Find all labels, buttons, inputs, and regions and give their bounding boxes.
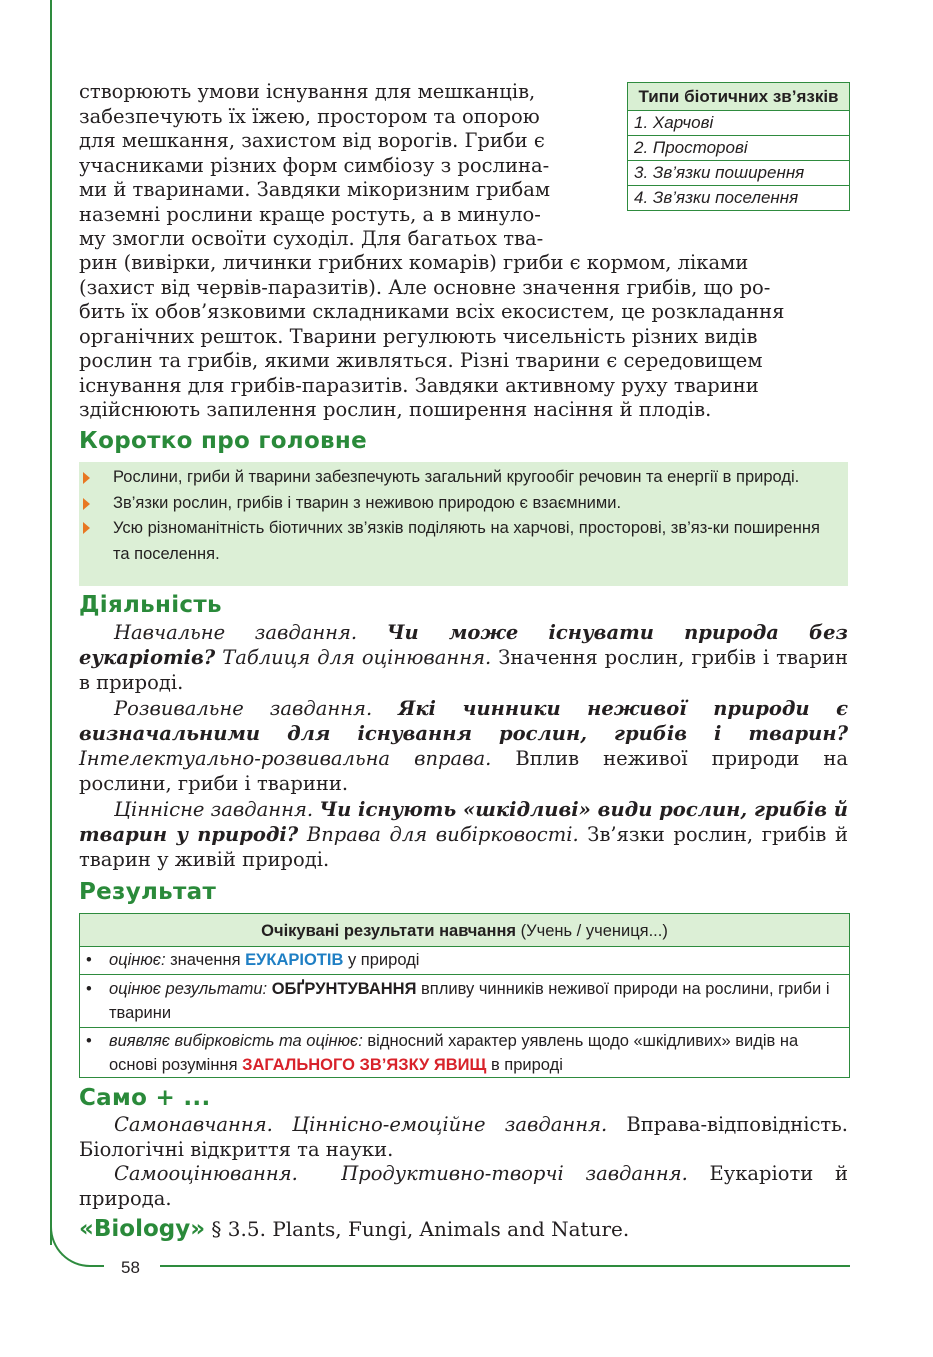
task-exercise: Інтелектуально-розвивальна вправа. (79, 747, 492, 770)
results-row (80, 974, 849, 1027)
biotic-type-row: 3. Зв’язки поширення (628, 160, 849, 185)
task-question: Чи існують «шкідливі» види рослин, грибів й тварин у природі? (79, 798, 848, 846)
biology-reference (79, 1216, 629, 1242)
result-verb: оцінює результати: (109, 980, 268, 998)
intro-line: (захист від червів-паразитів). Але основне значення грибів, що ро- (79, 275, 771, 299)
summary-item (79, 462, 848, 489)
self-p2-italic: Самооцінювання. Продуктивно-творчі завдання. (114, 1162, 688, 1185)
results-row (80, 1027, 849, 1077)
intro-line: ми й тваринами. Завдяки мікоризним грибам (79, 178, 551, 201)
summary-box (79, 462, 848, 586)
frame-bottom-line (160, 1265, 850, 1267)
summary-item (79, 492, 848, 515)
results-title-bold: Очікувані результати навчання (261, 922, 517, 940)
intro-line: існування для грибів-паразитів. Завдяки активному руху тварини (79, 373, 759, 397)
self-p2-rest: Еукаріоти й природа. (79, 1162, 848, 1210)
results-row (80, 947, 849, 974)
bullet-dot-icon: • (86, 1032, 92, 1050)
result-verb: оцінює: (109, 951, 166, 969)
intro-line: органічних решток. Тварини регулюють чисельність різних видів (79, 324, 758, 348)
task-label: Розвивальне завдання. (114, 697, 373, 720)
intro-line: рин (вивірки, личинки грибних комарів) гриби є кормом, ліками (79, 251, 749, 274)
result-after: у природі (343, 951, 420, 969)
biotic-types-table (627, 82, 850, 211)
intro-line: учасниками різних форм симбіозу з рослина- (79, 153, 550, 177)
biotic-type-row: 4. Зв’язки поселення (628, 185, 849, 210)
intro-line: бить їх обов’язковими складниками всіх екосистем, це розкладання (79, 300, 785, 323)
frame-left-line (50, 0, 52, 1245)
page-number: 58 (121, 1258, 140, 1277)
arrow-bullet-icon (83, 472, 90, 484)
result-after: впливу чинників неживої природи на рослини, гриби і тварини (109, 980, 830, 1022)
activity-heading: Діяльність (79, 592, 222, 618)
intro-line: для мешкання, захистом від ворогів. Гриби є (79, 129, 545, 152)
intro-line: наземні рослини краще ростуть, а в минуло- (79, 202, 541, 226)
biotic-types-title: Типи біотичних зв’язків (628, 83, 849, 111)
summary-item-text: Рослини, гриби й тварини забезпечують загальний кругообіг речовин та енергії в природі. (113, 468, 800, 486)
summary-heading: Коротко про головне (79, 428, 367, 454)
bullet-dot-icon: • (86, 951, 92, 969)
task-question: Чи може існувати природа без еукаріотів? (79, 621, 848, 669)
arrow-bullet-icon (83, 498, 90, 510)
results-heading: Результат (79, 879, 217, 905)
intro-line: забезпечують їх їжею, простором та опорою (79, 104, 540, 128)
activity-task-learning (79, 620, 848, 695)
result-highlight: ЕУКАРІОТІВ (245, 951, 344, 969)
task-topic: Значення рослин, грибів і тварин в природі. (79, 646, 849, 694)
result-before: відносний характер уявлень щодо «шкідливих» видів на основі розуміння (109, 1032, 799, 1074)
result-verb: виявляє вибірковість та оцінює: (109, 1032, 363, 1050)
activity-task-developing (79, 696, 848, 796)
self-heading: Само + ... (79, 1085, 211, 1111)
result-highlight: ЗАГАЛЬНОГО ЗВ’ЯЗКУ ЯВИЩ (242, 1056, 487, 1074)
intro-paragraph-bottom (79, 251, 849, 423)
bullet-dot-icon: • (86, 980, 92, 998)
summary-item-text: Усю різноманітність біотичних зв’язків поділяють на харчові, просторові, зв’яз-ки поширення та поселення. (113, 519, 820, 563)
self-p1-rest: Вправа-відповідність. Біологічні відкриття та науки. (79, 1113, 848, 1161)
self-paragraph-1 (79, 1112, 848, 1162)
intro-paragraph-top (79, 80, 604, 252)
biology-label: «Biology» (79, 1216, 206, 1242)
task-exercise: Таблиця для оцінювання. (222, 646, 492, 669)
arrow-bullet-icon (83, 522, 90, 534)
task-question: Які чинники неживої природи є визначальними для існування рослин, грибів і тварин? (79, 697, 849, 745)
activity-task-value (79, 797, 848, 872)
intro-line: рослин та грибів, якими живляться. Різні тварини є середовищем (79, 349, 763, 372)
result-before: значення (165, 951, 246, 969)
self-p1-italic: Самонавчання. Ціннісно-емоційне завдання. (114, 1113, 608, 1136)
intro-line: створюють умови існування для мешканців, (79, 80, 536, 103)
task-label: Навчальне завдання. (114, 621, 358, 644)
biotic-type-row: 1. Харчові (634, 113, 714, 132)
results-title-rest: (Учень / учениця...) (516, 922, 668, 940)
task-topic: Вплив неживої природи на рослини, гриби і тварини. (79, 747, 848, 795)
biology-text: § 3.5. Plants, Fungi, Animals and Nature. (205, 1217, 630, 1241)
task-exercise: Вправа для вибірковості. (306, 823, 579, 846)
summary-item (79, 515, 848, 567)
task-topic: Зв’язки рослин, грибів й тварин у живій природі. (79, 823, 849, 871)
summary-item-text: Зв’язки рослин, грибів і тварин з неживою природою є взаємними. (113, 494, 622, 512)
intro-line: му змогли освоїти суходіл. Для багатьох тва- (79, 227, 544, 250)
self-paragraph-2 (79, 1161, 848, 1211)
intro-line: здійснюють запилення рослин, поширення насіння й плодів. (79, 398, 712, 421)
result-highlight: ОБҐРУНТУВАННЯ (271, 980, 417, 998)
result-after: в природі (486, 1056, 563, 1074)
results-table (79, 913, 850, 1078)
task-label: Ціннісне завдання. (114, 798, 314, 821)
results-table-title (80, 914, 849, 947)
biotic-type-row: 2. Просторові (628, 135, 849, 160)
